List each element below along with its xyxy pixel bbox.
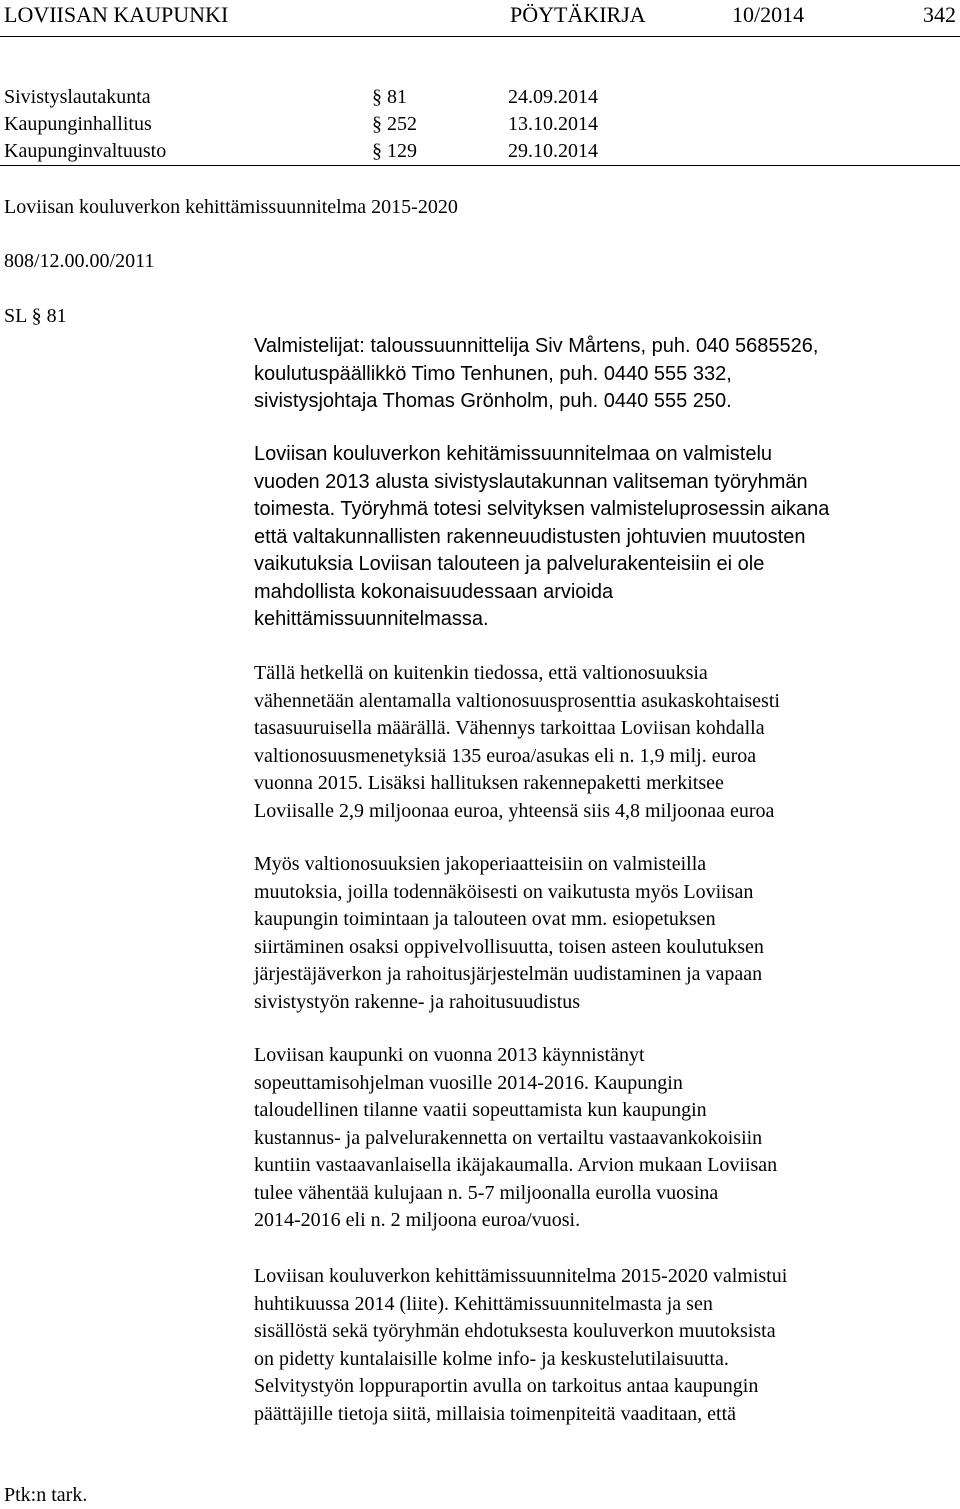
reforms-paragraph — [254, 851, 944, 1016]
text-line: sopeuttamisohjelman vuosille 2014-2016. Kaupungin — [254, 1071, 683, 1094]
meeting-date: 24.09.2014 — [508, 86, 598, 108]
meeting-section: § 252 — [372, 113, 417, 135]
text-line: Loviisalle 2,9 miljoonaa euroa, yhteensä siis 4,8 miljoonaa euroa — [254, 799, 775, 822]
text-line: koulutuspäällikkö Timo Tenhunen, puh. 0440 555 332, — [254, 362, 732, 385]
text-line: siirtäminen osaksi oppivelvollisuutta, toisen asteen koulutuksen — [254, 935, 764, 958]
text-line: huhtikuussa 2014 (liite). Kehittämissuunnitelmasta ja sen — [254, 1292, 713, 1315]
text-line: toimesta. Työryhmä totesi selvityksen valmisteluprosessin aikana — [254, 498, 830, 520]
text-line: sivistysjohtaja Thomas Grönholm, puh. 0440 555 250. — [254, 390, 732, 412]
meeting-section: § 129 — [372, 140, 417, 162]
text-line: Selvitystyön loppuraportin avulla on tarkoitus antaa kaupungin — [254, 1375, 759, 1397]
text-line: kaupungin toimintaan ja talouteen ovat mm. esiopetuksen — [254, 908, 716, 930]
text-line: mahdollista kokonaisuudessaan arvioida — [254, 580, 614, 603]
page-number: 342 — [923, 2, 956, 27]
document-title: Loviisan kouluverkon kehittämissuunnitelma 2015-2020 — [4, 196, 458, 218]
text-line: Loviisan kouluverkon kehitämissuunnitelmaa on valmistelu — [254, 443, 773, 465]
background-paragraph — [254, 441, 944, 634]
text-line: tulee vähentää kulujaan n. 5-7 miljoonalla eurolla vuosina — [254, 1181, 719, 1204]
organization-name: LOVIISAN KAUPUNKI — [4, 2, 229, 27]
adjustment-paragraph — [254, 1042, 944, 1235]
text-line: Loviisan kaupunki on vuonna 2013 käynnistänyt — [254, 1044, 645, 1066]
text-line: muutoksia, joilla todennäköisesti on vaikutusta myös Loviisan — [254, 880, 754, 903]
text-line: valtionosuusmenetyksiä 135 euroa/asukas eli n. 1,9 milj. euroa — [254, 744, 757, 767]
meeting-body: Kaupunginvaltuusto — [4, 140, 167, 162]
text-line: kustannus- ja palvelurakennetta on vertailtu vastaavankokoisiin — [254, 1126, 763, 1149]
state-aid-paragraph — [254, 660, 944, 825]
text-line: tasasuuruisella määrällä. Vähennys tarkoittaa Loviisan kohdalla — [254, 717, 765, 739]
document-type: PÖYTÄKIRJA — [510, 2, 646, 27]
text-line: järjestäjäverkon ja rahoitusjärjestelmän uudistaminen ja vapaan — [254, 963, 763, 985]
meeting-body: Kaupunginhallitus — [4, 113, 152, 135]
preparers-paragraph — [254, 333, 944, 416]
meeting-date: 13.10.2014 — [508, 113, 598, 135]
text-line: vuonna 2015. Lisäksi hallituksen rakennepaketti merkitsee — [254, 772, 724, 794]
minutes-checker-label: Ptk:n tark. — [4, 1484, 88, 1506]
text-line: että valtakunnallisten rakenneuudistusten johtuvien muutosten — [254, 525, 806, 548]
text-line: vuoden 2013 alusta sivistyslautakunnan valitseman työryhmän — [254, 470, 808, 493]
text-line: vähennetään alentamalla valtionosuusprosenttia asukaskohtaisesti — [254, 689, 780, 712]
meeting-body: Sivistyslautakunta — [4, 86, 151, 108]
text-line: Myös valtionosuuksien jakoperiaatteisiin on valmisteilla — [254, 853, 707, 875]
meeting-section: § 81 — [372, 86, 407, 108]
text-line: on pidetty kuntalaisille kolme info- ja keskustelutilaisuutta. — [254, 1347, 729, 1370]
meeting-date: 29.10.2014 — [508, 140, 598, 162]
header-rule — [0, 36, 960, 37]
text-line: 2014-2016 eli n. 2 miljoona euroa/vuosi. — [254, 1209, 581, 1231]
text-line: vaikutuksia Loviisan talouteen ja palvelurakenteisiin ei ole — [254, 553, 765, 575]
text-line: sivistystyön rakenne- ja rahoitusuudistus — [254, 990, 581, 1013]
text-line: taloudellinen tilanne vaatii sopeuttamista kun kaupungin — [254, 1099, 707, 1121]
text-line: Tällä hetkellä on kuitenkin tiedossa, että valtionosuuksia — [254, 662, 708, 684]
section-reference: SL § 81 — [4, 305, 67, 327]
issue-number: 10/2014 — [732, 2, 805, 27]
text-line: kuntiin vastaavanlaisella ikäjakaumalla. Arvion mukaan Loviisan — [254, 1154, 778, 1176]
text-line: kehittämissuunnitelmassa. — [254, 608, 489, 630]
text-line: päättäjille tietoja siitä, millaisia toimenpiteitä vaaditaan, että — [254, 1402, 737, 1425]
plan-paragraph — [254, 1263, 944, 1428]
text-line: Loviisan kouluverkon kehittämissuunnitelma 2015-2020 valmistui — [254, 1265, 788, 1287]
text-line: Valmistelijat: taloussuunnittelija Siv Mårtens, puh. 040 5685526, — [254, 335, 819, 357]
meeting-rule — [0, 165, 960, 166]
diary-number: 808/12.00.00/2011 — [4, 250, 155, 272]
text-line: sisällöstä sekä työryhmän ehdotuksesta kouluverkon muutoksista — [254, 1320, 776, 1342]
